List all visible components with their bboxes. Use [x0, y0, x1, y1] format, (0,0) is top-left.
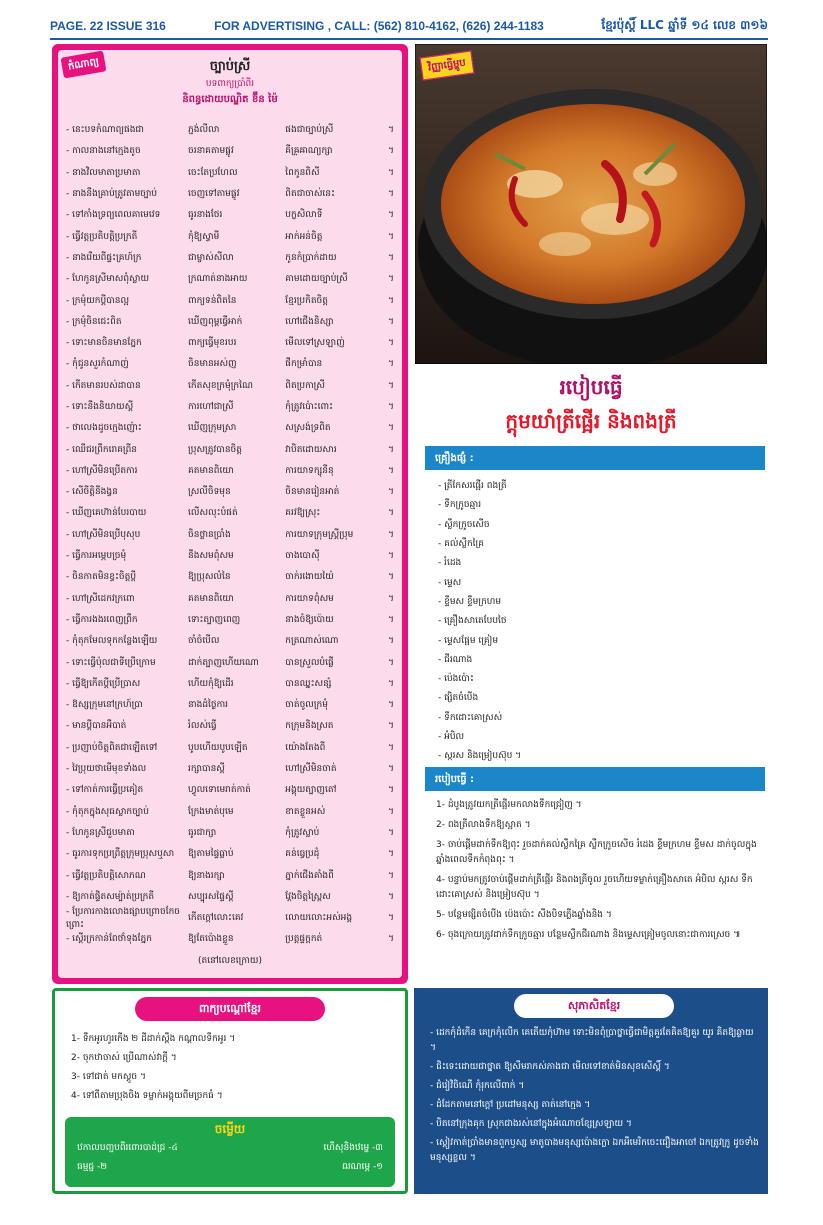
poem-line-part: ។ — [388, 827, 394, 838]
poem-line-part: - ឱស្សក្រុមនៅក្រហ៍ប្រា — [66, 700, 143, 711]
poem-line-part: ឃើញក្រុមស្រា — [188, 423, 237, 434]
poem-line-part: អង្គុយត្បាញតៅ — [285, 785, 337, 796]
poem-panel — [52, 44, 408, 984]
poem-line-part: ឱ្យតាមផ្ទៃធ្លាប់ — [188, 849, 234, 860]
poem-line-part: ។ — [388, 572, 394, 583]
header-rule — [50, 38, 768, 40]
soup-pot-image — [415, 44, 767, 364]
poem-line-part: ។ — [388, 423, 394, 434]
poem-line — [66, 525, 394, 546]
poem-line — [66, 695, 394, 716]
answers-title: ចម្លើយ — [214, 1122, 246, 1136]
poem-line-part: ។ — [388, 806, 394, 817]
poem-line-part: ចរនាគតាមផ្លូវ — [188, 146, 234, 157]
poem-line — [66, 248, 394, 269]
poem-line-part: អាក់អន់ចិត្ត — [285, 231, 323, 242]
poem-line-part: - ក្រមុំយកប្ដីបានល្អ — [66, 295, 130, 306]
poem-line-part: កើតក្ដៅលោះគេវ — [188, 913, 244, 924]
poem-line-part: - ធ្វើឱ្យកើតប្ដីប្រើប្រាស — [66, 678, 141, 689]
poem-line-part: ឱ្យតែប៉ោងខ្លួន — [188, 934, 234, 945]
poem-line-part: ។ — [388, 274, 394, 285]
poem-line-part: - ថាលេងដូចក្មេងញ៉ោះ — [66, 423, 142, 434]
answers-row — [65, 1139, 395, 1158]
poem-line-part: ។ — [388, 700, 394, 711]
poem-line-part: ឃើញពុម្ពធ្វើអាក់ — [188, 316, 243, 327]
saying-item: - បិតនៅក្រុងគុក ស្រុកជាងរស់នៅក្នុងអំណោចខ្សែស្រឡាយ ។ — [430, 1119, 632, 1129]
poem-line-part: ។ — [388, 146, 394, 157]
answer-1: ឍណម្ភេ -១ — [341, 1162, 383, 1172]
poem-line-part: - សើចីត្តិនីងង្វន — [66, 487, 118, 498]
poem-line-part: វ្តែងចិត្តស្ព្រៃស — [285, 891, 331, 902]
method-step: 1- ដំបូងត្រូវយកត្រីផ្អើរមកលាងទឹកជ្រៀញ ។ — [436, 800, 582, 810]
poem-line-part: ។ — [388, 614, 394, 625]
masthead: ខ្មែរប៉ុស្ដិ៍ LLC ឆ្នាំទី ១៤ លេខ ៣១៦ — [601, 18, 768, 32]
ingredient-item: - គល់ស្លឹកគ្រៃ — [438, 539, 484, 550]
poem-line — [66, 865, 394, 886]
poem-line — [66, 503, 394, 524]
poem-line-part: ។ — [388, 402, 394, 412]
ingredient-item: - ខ្ទឹមស ខ្ទឹមក្រហម — [438, 596, 502, 607]
proverb-item: 3- ទៅជាត់ មកស្ដូច ។ — [71, 1072, 146, 1082]
poem-line-part: ។ — [388, 508, 394, 519]
poem-line-part: ។ — [388, 210, 394, 221]
poem-line-part: ហើយកុំឱ្យដើរ — [188, 678, 234, 689]
poem-line-part: - ស្ដើរក្រកាន់ពែថាំទុងភ្នែក — [66, 934, 152, 945]
poem-line-part: ។ — [388, 870, 394, 881]
poem-line-part: ចិនថ្លានប្រាំង — [188, 529, 231, 540]
poem-line-part: ។ — [388, 657, 394, 668]
poem-line — [66, 844, 394, 865]
poem-line-part: ក្រែងមាត់បុមេ — [188, 806, 234, 817]
saying-item: - ស្ដៀវកាត់ប្រាំងមានពួកឫស្ស មាតូបាងមនុស្សប៉ោងក្លោ ឯកអឹមេរិកចេះជឿងអាចៅ ឯកត្រូវក្រូ ដូចទាំងមនុស្សខ្លល ។ — [430, 1138, 759, 1163]
poem-line-part: - ឃើញគេហ៊ាន់បែរបាយ — [66, 508, 147, 519]
answer-3: ហើសុនិងឋម្ហេ -៣ — [323, 1143, 383, 1153]
poem-line-part: ចាត់ចូលក្រមុំ — [285, 700, 328, 711]
poem-line — [66, 482, 394, 503]
poem-line-part: ។ — [388, 742, 394, 753]
poem-line-part: - ទោះធ្វើប៉ុលជាទីប្រើក្រោម — [66, 657, 156, 668]
poem-line-part: - វៃប្រុយថាមើមុខទាំងល — [66, 764, 147, 775]
poem-line-part: - ធ្វើការងងរពេញព្រឹក — [66, 614, 138, 625]
poem-line-part: - ហៅស្រីមិនប្រើបុសុប — [66, 529, 141, 540]
poem-line-part: សប្បុរសផ្ទៃស្ពី — [188, 891, 234, 902]
poem-line-part: ចេញទៅតាមផ្លូវ — [188, 189, 240, 200]
poem-line-part: ។ — [388, 785, 394, 796]
poem-line-part: គាមដោយច្បាប់ស្រី — [285, 274, 348, 285]
ingredient-item: - ផ្សិតចំបើង — [438, 693, 479, 704]
poem-line-part: បានឈ្នះសន្សំ — [285, 678, 332, 689]
ingredients-heading: គ្រឿងផ្សំ : — [425, 446, 765, 470]
poem-line — [66, 290, 394, 311]
poem-author: និពន្ធដោយបណ្ឌិត ខ៊ឹន ម៉ៃ — [182, 94, 278, 105]
poem-line-part: - កុំតុកក្នុងសុធស្លាកច្បាប់ — [66, 806, 149, 817]
poem-line-part: ។ — [388, 465, 394, 476]
answers-box — [65, 1117, 395, 1187]
poem-line-part: - ប្រែការកាងលោងផ្សាបព្រោចកែចព្រោះ — [66, 906, 180, 930]
poem-line-part: - ហៅស្រីមិនប្រើតការ — [66, 465, 138, 476]
poem-line-part: ភ្នាក់ជើងគាំងពី — [285, 870, 334, 881]
poem-line-part: មើលទៅស្រឡាញ់ — [285, 338, 345, 349]
poem-line-part: - ក្រមុំចិនជេះពិត — [66, 316, 122, 327]
poem-line — [66, 205, 394, 226]
poem-line-part: - ហែកូនស្រីជួបមាតា — [66, 827, 135, 838]
poem-line-part: - កុំតុកមែលទុកកន្លែងឡើយ — [66, 636, 158, 647]
ingredient-item: - គ្រឿងសាតេបែបថៃ — [438, 616, 507, 627]
sayings-box — [414, 988, 768, 1194]
poem-line-part: - ឈើជរព្រឹករោគព្រីន — [66, 444, 138, 455]
poem-line-part: - ធ្វើវត្តប្រតិបត្តិសោភណ — [66, 870, 146, 881]
poem-line-part: - ធ្វើវត្តប្រតិបត្តិប្រក្រតី — [66, 231, 138, 242]
poem-line-part: ដាក់ត្បាញហើយណោ — [188, 657, 259, 668]
poem-line-part: បានស្រួលបំផ្លើ — [285, 657, 334, 668]
poem-line-part: - ធូរការទុកប្រព្រឹត្តក្រុមប្រុសឬសា — [66, 849, 175, 860]
saying-item: - ដេកកុំដំកើន គេក្រកុំលើក គេតើយកុំហ៊ាម ទោះមិនពុំប្រាថ្នាធ្វើជាមិត្តគួរតែគិតឱ្យគួរ យូរ គិតឱ្យឆ្ងាយ ។ — [430, 1028, 754, 1053]
poem-line-part: - នាងវិលមាតាប្រមាតា — [66, 167, 141, 178]
poem-line — [66, 780, 394, 801]
poem-line — [66, 610, 394, 631]
poem-line — [66, 567, 394, 588]
poem-line-part: កក្រុមនិងស្រត — [285, 721, 334, 732]
proverbs-box — [52, 988, 408, 1194]
poem-line-part: ។ — [388, 359, 394, 370]
poem-line-part: ។ — [388, 529, 394, 540]
poem-line-part: - ហែកូនស្រីមាសពុំស្លាយ — [66, 274, 150, 285]
poem-line-part: គីឝ្ឝ្រាណ្យក្សា — [285, 146, 333, 157]
poem-line-part: ចាំចំបើល — [188, 636, 220, 647]
poem-line — [66, 802, 394, 823]
answers-row — [65, 1158, 395, 1177]
ingredients-list — [438, 477, 758, 766]
poem-line-part: ។ — [388, 849, 394, 860]
poem-line — [66, 163, 394, 184]
poem-line-part: - ទោះមានចិនមានភ្នែក — [66, 338, 142, 349]
poem-line-part: - ហៅស្រីដេកវក្រពោ — [66, 593, 135, 604]
proverb-item: 1- ទឹកអូរហូរ​កើង ២ ដីដាក់ស្ពឹង កណ្ដាលទឹកអូរ ។ — [71, 1034, 236, 1044]
poem-line-part: - ប្រញាប់ចិត្តពិតជាឡើតទៅ — [66, 742, 158, 753]
poem-line-part: រំលស់ធ្វើ — [188, 721, 217, 732]
proverbs-title: ពាក្យបណ្ដៅខ្មែរ — [135, 997, 325, 1021]
poem-line-part: ។ — [388, 551, 394, 562]
poem-line-part: ។ — [388, 913, 394, 924]
saying-item: - ដំដែកតាមនៅក្ដៅ ប្រដៅមនុស្ស តាត់នៅក្មេង ។ — [430, 1100, 591, 1110]
poem-line-part: - មានប្ដីបានអឹបាត់ — [66, 721, 127, 732]
poem-line-part: គរវឱ្យស្រុះ — [285, 508, 321, 519]
poem-line-part: កុំត្រូវប៉ោះពោះ — [285, 402, 334, 412]
poem-line-part: ចាក់រងោយយ៉ៃ — [285, 572, 334, 583]
poem-line-part: - ទៅកាំងទ្រព្យពេលគាមេវេទ — [66, 210, 161, 221]
poem-line-part: ប្រត្តផ្ទក្ដកត់ — [285, 934, 323, 945]
poem-line-part: ហៅស្រីមិនចាត់ — [285, 764, 337, 775]
poem-badge: កំណាព្យ — [61, 50, 107, 78]
poem-line-part: ពាក្យទន់ពិតនៃ — [188, 295, 237, 306]
poem-line-part: នាងដំថ្ងៃការ — [188, 700, 229, 711]
poem-line-part: - ចិនកាតមិនខ្វះចិត្តប្ដី — [66, 572, 137, 583]
poem-line-part: ។ — [388, 167, 394, 178]
poem-line-part: - នេះបទកំណាព្យផងជា — [66, 125, 145, 136]
page-issue: PAGE. 22 ISSUE 316 — [50, 19, 166, 33]
poem-line — [66, 141, 394, 162]
poem-line — [66, 589, 394, 610]
poem-line-part: - ធ្វើការអម្ភេបច្រមុំ — [66, 551, 127, 562]
poem-lines — [66, 120, 394, 951]
poem-line-part: ក្រណាត់នាងអាយ — [188, 274, 248, 285]
saying-item: - ជិះទេះដោយជាថ្នាត ឱ្យសឹមរាកស់ភាងជា មើលទៅខាត់មិនសុខសើស្ដិ៍ ។ — [430, 1062, 670, 1072]
poem-line — [66, 333, 394, 354]
method-step: 3- ចាប់ផ្ដើមដាក់ទឹកឱ្យពុះ រួចដាក់គល់ស្លឹកគ្រៃ ស្លឹកក្រូចសើច រំដេង ខ្ទឹមក្រហម ខ្ទឹមស ដាក់ចូលក្នុងឆ្នាំងពេលទឹកកំពុងពុះ ។ — [436, 840, 757, 865]
poem-line — [66, 397, 394, 418]
poem-line-part: ពិតប្រកាស្រី — [285, 380, 325, 391]
poem-line-part: ចាងបោស៊ី — [285, 551, 320, 562]
poem-line-part: ការយាទពុំសម — [285, 593, 334, 604]
ingredient-item: - ស្លឹកក្រូចសើច — [438, 519, 490, 530]
poem-line-part: - នាងនឹងគ្រាប់ត្រូវតាមច្បាប់ — [66, 189, 158, 200]
poem-line-part: ខាតខ្លួនអស់ — [285, 806, 326, 817]
poem-line-part: លោយលោះអស់អង្គ — [285, 913, 353, 924]
poem-line-part: ។ — [388, 891, 394, 902]
poem-line-part: ។ — [388, 721, 394, 732]
poem-line-part: ឱ្យប្រុសលំនៃ — [188, 572, 231, 583]
poem-line — [66, 184, 394, 205]
poem-line — [66, 439, 394, 460]
recipe-title-line1: របៀបធ្វើ — [559, 375, 623, 399]
poem-line — [66, 546, 394, 567]
ingredient-item: - រំដេង — [438, 558, 462, 569]
poem-line-part: - កើតមានរបស់ដាបាន — [66, 380, 141, 391]
poem-line-part: ធូរនាងថែរ — [188, 210, 223, 221]
method-heading: របៀបធ្វើ : — [425, 767, 765, 791]
ingredient-item: - ទឹកក្រូចឆ្មារ — [438, 500, 482, 511]
poem-line-part: កុំត្រូវស្លាប់ — [285, 827, 320, 838]
poem-line-part: ។ — [388, 295, 394, 306]
poem-line-part: ស្រលីចិទមុន — [188, 487, 231, 498]
poem-line-part: ឱ្យនាងរក្សា — [188, 870, 225, 881]
sayings-title: សុភាសិតខ្មែរ — [514, 994, 674, 1018]
ingredient-item: - ប៉េងប៉ោះ — [438, 674, 474, 685]
food-photo — [415, 44, 767, 364]
poem-line-part: ចិនមានរៀនអាត់ — [285, 487, 340, 498]
poem-line-part: ជាម្ចាស់សីលា — [188, 252, 234, 263]
poem-line — [66, 929, 394, 950]
poem-line — [66, 823, 394, 844]
poem-line-part: នឹងសមពុំសម — [188, 551, 234, 562]
poem-line-part: ។ — [388, 252, 394, 263]
poem-line — [66, 908, 394, 929]
poem-line-part: កត្រណាស់ណោ — [285, 636, 339, 647]
poem-line-part: នាងចំឱ្យប៉ោយ — [285, 614, 334, 625]
poem-line — [66, 120, 394, 141]
poem-line-part: យ៉ោងតែងពី — [285, 742, 326, 753]
method-step: 6- ចុងក្រោយត្រូវដាក់ទឹកក្រូចឆ្មារ បន្ថែមស្លឹកជីរណាង និងម្ទេសគ្រៀមចូលនោះជាការស្រេច ៕ — [436, 930, 741, 940]
poem-line-part: ហៅជើងនិស្សា — [285, 316, 334, 327]
poem-line — [66, 759, 394, 780]
sayings-list — [430, 1026, 760, 1170]
poem-line-part: ។ — [388, 487, 394, 498]
poem-line — [66, 269, 394, 290]
poem-line-part: ធូរជាក្សា — [188, 827, 217, 838]
poem-inner — [58, 50, 402, 978]
poem-line-part: ទោះត្បាញពេញ — [188, 614, 241, 625]
method-step: 2- ពងត្រីលាងទឹកឱ្យស្អាត ។ — [436, 820, 531, 830]
poem-line-part: ។ — [388, 380, 394, 391]
poem-line-part: ប្រុសត្រូវបានចិត្ត — [188, 444, 242, 455]
poem-line-part: កូនកំប្រាក់ដាយ — [285, 252, 337, 263]
method-step: 4- បន្ទាប់មកត្រូវចាប់ផ្ដើមដាក់ត្រីផ្អើរ និងពងត្រីចូល រួចហើយទម្លាក់គ្រឿងសាតេ អំបិល ស្ករស ទឹកដោះគោស្រស់ និងម្រៀបស៊ុប ។ — [436, 875, 753, 900]
ingredient-item: - ជីរណាង — [438, 654, 473, 665]
poem-line — [66, 354, 394, 375]
poem-line-part: វាបិតដោយសារ — [285, 444, 337, 455]
poem-title: ច្បាប់ស្រី — [209, 59, 251, 74]
ingredient-item: - ទឹកដោះគោស្រស់ — [438, 712, 503, 723]
poem-line-part: បក្ខសិលាទី — [285, 210, 323, 221]
poem-line-part: - ទោះនឹងនិយាយស្ដី — [66, 402, 134, 412]
poem-line-part: - នាងរើយពីផ្ទះគ្រហ៍ក្រ — [66, 252, 142, 263]
ingredient-item: - ម្ទេស — [438, 577, 462, 588]
poem-line-part: - កាលនាងនៅក្មេងតូច — [66, 146, 141, 157]
poem-line-part: ។ — [388, 934, 394, 945]
poem-line — [66, 716, 394, 737]
poem-line-part: - ទៅកាត់ការធ្វើប្រគៀត — [66, 785, 144, 796]
poem-line-part: សស្រង់ទ្រពិត — [285, 423, 331, 434]
poem-line-part: ។ — [388, 678, 394, 689]
poem-line-part: ។ — [388, 636, 394, 647]
poem-line-part: ។ — [388, 444, 394, 455]
answer-4: ឋកាលបញ្ជបពីរពោរបាដ់ជ្រ -៤ — [77, 1143, 178, 1153]
poem-line-part: ពាក្យធ្វើមុខរបរ — [188, 338, 237, 349]
poem-line-part: - កុំជូនសួរកំណាញ់ — [66, 359, 129, 370]
poem-line-part: ។ — [388, 338, 394, 349]
poem-line-part: កុំឱ្យស្វាមី — [188, 231, 220, 242]
poem-line-part: ភ្ជង់លីលា — [188, 125, 220, 136]
poem-line — [66, 461, 394, 482]
saying-item: - ជំរៀវិចិណើ កុំរុកលើពាក់ ។ — [430, 1081, 525, 1091]
poem-line — [66, 376, 394, 397]
page-header — [50, 14, 768, 38]
poem-line-part: បូបហើយបូបឡើត — [188, 742, 248, 753]
poem-line-part: គន់ធ្វេប្រដុំ — [285, 849, 320, 860]
poem-line-part: រក្សាបានស្ដី — [188, 764, 225, 775]
poem-line-part: ហ្វូលទោមេរាត់កាត់ — [188, 785, 251, 796]
ingredient-item: - អំបិល — [438, 732, 465, 742]
poem-line-part: ផងជាច្បាប់ស្រី — [285, 125, 334, 136]
proverbs-list — [71, 1033, 391, 1109]
poem-line-part: ពៃកូនពិសី — [285, 167, 320, 178]
proverb-item: 4- ទៅពីតាមប្រុងចិង ទម្លាក់អង្គុយពីមច្រកធំ ។ — [71, 1091, 223, 1101]
poem-line-part: ។ — [388, 125, 394, 136]
poem-line — [66, 418, 394, 439]
poem-line-part: ។ — [388, 764, 394, 775]
poem-line-part: ចិនមានអស់ញ — [188, 359, 237, 370]
method-steps — [436, 798, 761, 948]
poem-line-part: គតមានពិយោ — [188, 465, 234, 476]
poem-line-part: ការហៅជាស្រី — [188, 402, 234, 412]
poem-line-part: ។ — [388, 189, 394, 200]
poem-line-part: ការយាទក្រុមស្ត្រីប្រុម — [285, 529, 354, 540]
ingredient-item: - ស្ករស និងម្រៀបស៊ុប ។ — [438, 751, 522, 762]
poem-line-part: ចេះតែប្រហែល — [188, 167, 238, 178]
poem-line-part: ការយាទក្សុនីនុ — [285, 465, 334, 476]
poem-subtitle: បទពាក្យ​ប្រាំពីរ — [205, 79, 255, 89]
poem-line — [66, 674, 394, 695]
poem-line — [66, 631, 394, 652]
recipe-title-line2: ក្ដុមយាំត្រីផ្អើរ និងពងត្រី — [505, 409, 677, 433]
food-tag: វិញ្ញាធ្វើម្ហូប — [420, 51, 475, 81]
poem-continued: (តនៅលេខក្រោយ) — [198, 956, 262, 966]
poem-line-part: ។ — [388, 231, 394, 242]
method-step: 5- បន្ថែមផ្សិតចំបើង ប៉េងប៉ោះ សឹងបិទភ្លើងឆ្នាំងនិង ។ — [436, 910, 612, 920]
ingredient-item: - ត្រីកែសរផ្អើរ ពងត្រី — [438, 481, 507, 492]
proverb-item: 2- ចុកឋាចាស់ ប្រើណាស់វាក្ដី ។ — [71, 1053, 177, 1063]
poem-line — [66, 652, 394, 673]
poem-line-part: គតមានពិយោ — [188, 593, 234, 604]
poem-line-part: ខ្មែរប្រកិតចិត្ត — [285, 295, 328, 306]
poem-line-part: លើសលុះបំផត់ — [188, 508, 238, 519]
poem-line — [66, 226, 394, 247]
recipe-title-box — [415, 364, 767, 444]
advertising-contact: FOR ADVERTISING , CALL: (562) 810-4162, (626) 244-1183 — [214, 19, 544, 33]
answer-2: ធម្មជ្ជ -២ — [77, 1162, 108, 1172]
ingredient-item: - ម្ទេសផ្អែម គ្រៀម — [438, 635, 499, 646]
poem-line — [66, 312, 394, 333]
poem-line — [66, 738, 394, 759]
poem-line-part: ។ — [388, 316, 394, 327]
poem-line-part: - ឱ្យកាត់ផ្ទិតសម្ប៉ាត់ប្រក្រតី — [66, 891, 155, 902]
poem-line-part: ពិតជាចាស់នេះ — [285, 189, 335, 200]
poem-line-part: ។ — [388, 593, 394, 604]
poem-line-part: កើតសុខក្រមុំក្រណៃ — [188, 380, 253, 391]
poem-line-part: ផឹកម្រាំបាន — [285, 359, 323, 370]
